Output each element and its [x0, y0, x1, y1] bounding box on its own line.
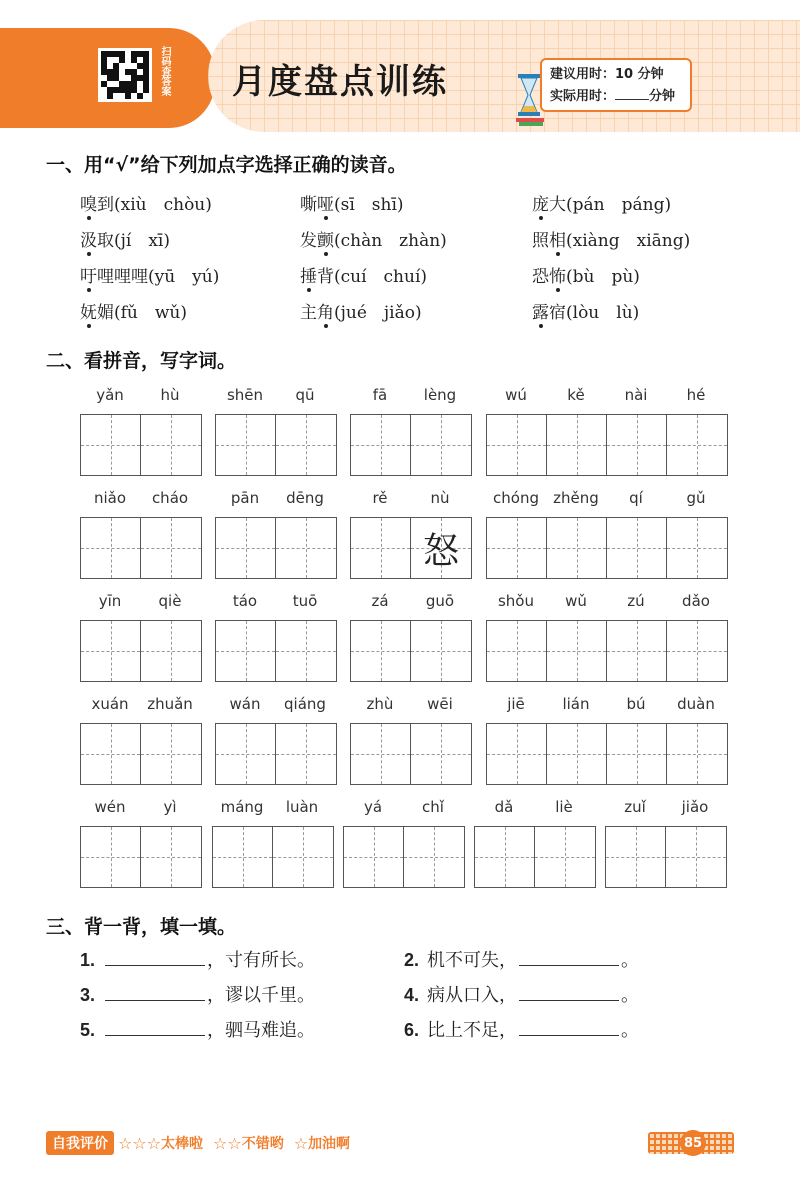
- writing-box[interactable]: [141, 724, 201, 784]
- pinyin-grid-group: [486, 489, 728, 579]
- pinyin-label: yì: [163, 798, 177, 816]
- pinyin-label: dǎo: [682, 592, 710, 610]
- pinyin-label: táo: [232, 592, 258, 610]
- fill-item: 4. 病从口入， 。: [404, 985, 640, 1006]
- pinyin-label: tuō: [292, 592, 318, 610]
- dotted-char: 颤: [317, 231, 334, 251]
- fill-item: 5. ，驷马难追。: [80, 1020, 316, 1041]
- pinyin-grid-group: [350, 489, 472, 579]
- pinyin-label: qiè: [158, 592, 182, 610]
- pinyin-label: wú: [505, 386, 527, 404]
- star-icon[interactable]: ☆: [146, 1133, 162, 1153]
- pinyin-label: qí: [629, 489, 643, 507]
- pinyin-label: jiē: [507, 695, 525, 713]
- writing-box[interactable]: [213, 827, 273, 887]
- pinyin-label: chóng: [493, 489, 539, 507]
- fill-item: 1. ，寸有所长。: [80, 950, 316, 971]
- reading-item[interactable]: 发颤(chàn zhàn): [300, 231, 447, 251]
- writing-box[interactable]: [607, 724, 667, 784]
- writing-box[interactable]: [666, 827, 726, 887]
- pinyin-label: bú: [626, 695, 646, 713]
- section2-title: 二、看拼音，写字词。: [46, 350, 237, 372]
- self-evaluation: [46, 1130, 350, 1156]
- actual-time-blank[interactable]: [615, 86, 649, 100]
- pinyin-grid-group: [215, 695, 337, 785]
- writing-box[interactable]: [351, 724, 411, 784]
- writing-box[interactable]: [547, 724, 607, 784]
- pinyin-label: lèng: [423, 386, 457, 404]
- pinyin-grid-group: [350, 592, 472, 682]
- dotted-char: 露: [532, 303, 549, 323]
- answer-blank[interactable]: [519, 985, 619, 1001]
- writing-box[interactable]: [141, 827, 201, 887]
- reading-item[interactable]: 吁哩哩哩(yū yú): [80, 267, 220, 287]
- writing-box[interactable]: [547, 621, 607, 681]
- answer-blank[interactable]: [105, 950, 205, 966]
- pinyin-grid-group: [350, 695, 472, 785]
- pinyin-grid-group: [486, 386, 728, 476]
- writing-box[interactable]: [667, 621, 727, 681]
- star-icon[interactable]: ☆: [132, 1133, 147, 1153]
- pinyin-label: rě: [372, 489, 388, 507]
- pinyin-label: shǒu: [497, 592, 534, 610]
- reading-item[interactable]: 妩媚(fǔ wǔ): [80, 303, 188, 323]
- writing-box[interactable]: [411, 518, 471, 578]
- fill-item: 6. 比上不足， 。: [404, 1020, 640, 1041]
- reading-item[interactable]: 汲取(jí xī): [80, 231, 170, 251]
- reading-item[interactable]: 庞大(pán páng): [532, 195, 672, 215]
- reading-item[interactable]: 嘶哑(sī shī): [300, 195, 404, 215]
- writing-box[interactable]: [667, 724, 727, 784]
- star-icon[interactable]: ☆: [213, 1133, 228, 1153]
- pinyin-grid-group: [212, 798, 334, 888]
- writing-box[interactable]: [487, 518, 547, 578]
- pinyin-grid-group: [605, 798, 727, 888]
- writing-box[interactable]: [404, 827, 464, 887]
- pinyin-grid-group: [215, 592, 337, 682]
- writing-box[interactable]: [273, 827, 333, 887]
- writing-box[interactable]: [344, 827, 404, 887]
- writing-box[interactable]: [351, 621, 411, 681]
- writing-box[interactable]: [607, 518, 667, 578]
- pinyin-label: wén: [94, 798, 126, 816]
- pinyin-label: chǐ: [422, 798, 444, 816]
- pinyin-grid-group: [486, 695, 728, 785]
- pinyin-grid-group: [80, 489, 202, 579]
- pinyin-label: wǔ: [565, 592, 587, 610]
- dotted-char: 角: [317, 303, 334, 323]
- pinyin-label: dēng: [286, 489, 324, 507]
- pinyin-label: yǎn: [96, 386, 124, 404]
- pinyin-label: nù: [430, 489, 450, 507]
- pinyin-label: duàn: [677, 695, 715, 713]
- writing-box[interactable]: [351, 518, 411, 578]
- rating-great: 太棒啦: [161, 1136, 204, 1152]
- pinyin-grid-group: [215, 489, 337, 579]
- writing-box[interactable]: [216, 724, 276, 784]
- writing-box[interactable]: [667, 518, 727, 578]
- writing-box[interactable]: [81, 415, 141, 475]
- pinyin-grid-group: [486, 592, 728, 682]
- pinyin-grid-group: [343, 798, 465, 888]
- pinyin-label: qū: [295, 386, 315, 404]
- writing-box[interactable]: [547, 518, 607, 578]
- pinyin-label: zhěng: [553, 489, 599, 507]
- dotted-char: 捶: [300, 267, 317, 287]
- pinyin-label: cháo: [151, 489, 189, 507]
- pinyin-grid-group: [80, 386, 202, 476]
- dotted-char: 哑: [317, 195, 334, 215]
- pinyin-grid-group: [350, 386, 472, 476]
- pinyin-label: jiǎo: [681, 798, 709, 816]
- pinyin-label: wēi: [427, 695, 453, 713]
- pinyin-grid-group: [80, 798, 202, 888]
- dotted-char: 相: [549, 231, 566, 251]
- dotted-char: 怖: [549, 267, 566, 287]
- reading-item[interactable]: 露宿(lòu lù): [532, 303, 640, 323]
- pinyin-grid-group: [80, 695, 202, 785]
- writing-box[interactable]: [351, 415, 411, 475]
- pinyin-label: pān: [230, 489, 260, 507]
- time-box: [540, 58, 692, 112]
- reading-item[interactable]: 嗅到(xiù chòu): [80, 195, 212, 215]
- writing-box[interactable]: [216, 621, 276, 681]
- star-icon[interactable]: ☆: [118, 1133, 133, 1153]
- star-icon[interactable]: ☆: [227, 1133, 242, 1153]
- pinyin-label: wán: [229, 695, 261, 713]
- pinyin-label: shēn: [226, 386, 264, 404]
- writing-box[interactable]: [141, 518, 201, 578]
- writing-box[interactable]: [607, 415, 667, 475]
- writing-box[interactable]: [411, 724, 471, 784]
- writing-box[interactable]: [276, 415, 336, 475]
- writing-box[interactable]: [411, 621, 471, 681]
- suggested-time: 建议用时：10 分钟: [550, 67, 664, 82]
- writing-box[interactable]: [276, 724, 336, 784]
- reading-item[interactable]: 主角(jué jiǎo): [300, 303, 422, 323]
- pinyin-grid-group: [474, 798, 596, 888]
- writing-box[interactable]: [81, 518, 141, 578]
- answer-blank[interactable]: [519, 1020, 619, 1036]
- section3-title: 三、背一背，填一填。: [46, 916, 237, 938]
- fill-item: 3. ，谬以千里。: [80, 985, 316, 1006]
- pinyin-grid-group: [215, 386, 337, 476]
- pinyin-label: hé: [686, 386, 706, 404]
- pinyin-label: qiáng: [284, 695, 326, 713]
- writing-box[interactable]: [607, 621, 667, 681]
- dotted-char: 庞: [532, 195, 549, 215]
- writing-box[interactable]: [667, 415, 727, 475]
- answer-blank[interactable]: [105, 985, 205, 1001]
- pinyin-label: zú: [627, 592, 645, 610]
- dotted-char: 吁: [80, 267, 97, 287]
- writing-box[interactable]: [487, 724, 547, 784]
- pinyin-label: yá: [363, 798, 383, 816]
- qr-label: 扫码查答案: [159, 46, 170, 96]
- pinyin-grid-group: [80, 592, 202, 682]
- pinyin-label: luàn: [285, 798, 319, 816]
- writing-box[interactable]: [276, 518, 336, 578]
- pinyin-label: zuǐ: [624, 798, 646, 816]
- answer-blank[interactable]: [105, 1020, 205, 1036]
- writing-box[interactable]: [81, 621, 141, 681]
- pinyin-label: fā: [372, 386, 388, 404]
- pinyin-label: dǎ: [494, 798, 514, 816]
- writing-box[interactable]: [276, 621, 336, 681]
- pinyin-label: zá: [371, 592, 389, 610]
- writing-box[interactable]: [141, 415, 201, 475]
- writing-box[interactable]: [487, 621, 547, 681]
- filled-char: 怒: [422, 530, 459, 572]
- page-number: 85: [680, 1130, 706, 1156]
- qr-code[interactable]: [98, 48, 152, 102]
- pinyin-label: lián: [562, 695, 590, 713]
- page-title: 月度盘点训练: [232, 62, 448, 102]
- dotted-char: 嗅: [80, 195, 97, 215]
- rating-good: 不错哟: [241, 1136, 284, 1152]
- writing-box[interactable]: [535, 827, 595, 887]
- reading-item[interactable]: 恐怖(bù pù): [532, 267, 640, 287]
- pinyin-label: nài: [624, 386, 648, 404]
- pinyin-label: kě: [567, 386, 585, 404]
- pinyin-label: gǔ: [686, 489, 706, 507]
- pinyin-label: zhù: [366, 695, 394, 713]
- writing-box[interactable]: [216, 415, 276, 475]
- writing-box[interactable]: [606, 827, 666, 887]
- rating-keep-going: 加油啊: [308, 1136, 351, 1152]
- writing-box[interactable]: [487, 415, 547, 475]
- reading-item[interactable]: 照相(xiàng xiāng): [532, 231, 691, 251]
- header: [0, 20, 800, 132]
- eval-label: 自我评价: [46, 1131, 114, 1155]
- writing-box[interactable]: [81, 827, 141, 887]
- dotted-char: 汲: [80, 231, 97, 251]
- writing-box[interactable]: [475, 827, 535, 887]
- fill-item: 2. 机不可失， 。: [404, 950, 640, 971]
- writing-box[interactable]: [141, 621, 201, 681]
- pinyin-label: guō: [425, 592, 455, 610]
- reading-item[interactable]: 捶背(cuí chuí): [300, 267, 428, 287]
- section1-title: 一、用“√”给下列加点字选择正确的读音。: [46, 154, 407, 176]
- pinyin-label: máng: [220, 798, 264, 816]
- pinyin-label: liè: [555, 798, 573, 816]
- writing-box[interactable]: [411, 415, 471, 475]
- writing-box[interactable]: [81, 724, 141, 784]
- dotted-char: 妩: [80, 303, 97, 323]
- answer-blank[interactable]: [519, 950, 619, 966]
- pinyin-label: xuán: [91, 695, 129, 713]
- pinyin-label: niǎo: [93, 489, 127, 507]
- pinyin-label: hù: [160, 386, 180, 404]
- pinyin-label: zhuǎn: [147, 695, 193, 713]
- actual-time: 实际用时： 分钟: [550, 86, 682, 108]
- writing-box[interactable]: [547, 415, 607, 475]
- pinyin-label: yīn: [98, 592, 122, 610]
- writing-box[interactable]: [216, 518, 276, 578]
- star-icon[interactable]: ☆: [293, 1133, 309, 1153]
